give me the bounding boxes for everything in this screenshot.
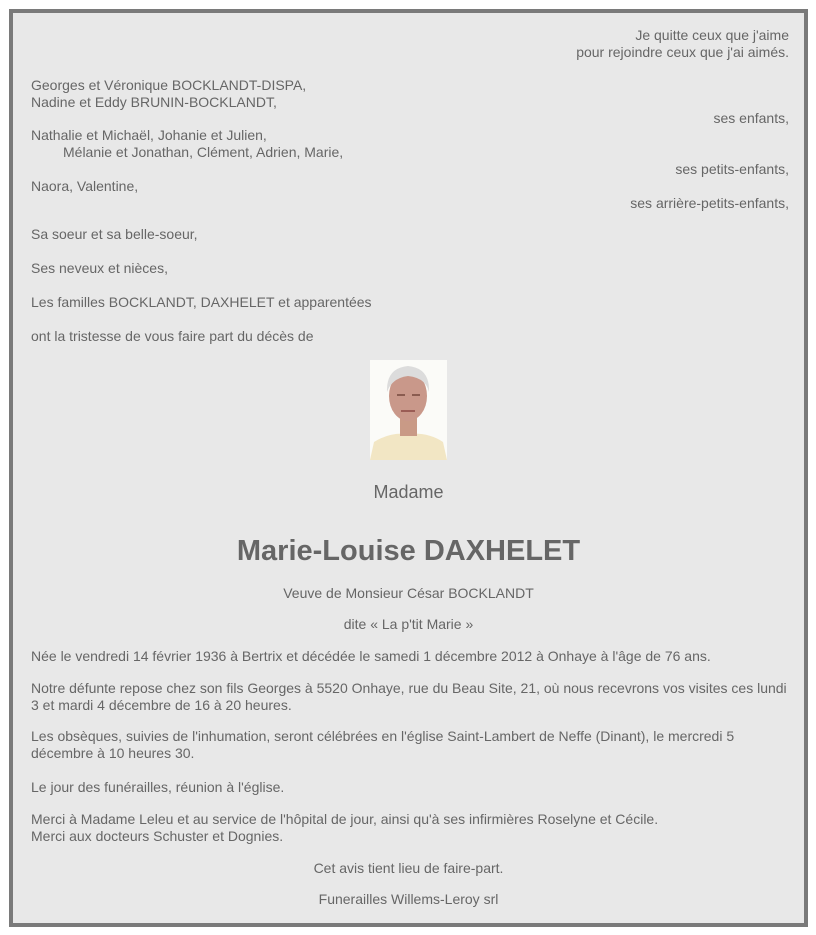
grandchildren-list — [31, 127, 343, 161]
funeral: Les obsèques, suivies de l'inhumation, seront célébrées en l'église Saint-Lambert de Neffe (Dinant), le mercredi 5 décembre à 10 heures 30. — [31, 728, 735, 761]
grandchild: Mélanie et Jonathan, Clément, Adrien, Marie, — [63, 144, 344, 160]
funeral-home: Funerailles Willems-Leroy srl — [318, 891, 499, 907]
sister: Sa soeur et sa belle-soeur, — [31, 226, 198, 242]
gathering: Le jour des funérailles, réunion à l'église. — [31, 779, 285, 795]
obituary-card — [9, 9, 808, 927]
epigraph-line: pour rejoindre ceux que j'ai aimés. — [576, 44, 789, 60]
epigraph — [576, 27, 789, 61]
epigraph-line: Je quitte ceux que j'aime — [635, 27, 789, 43]
children-list — [31, 77, 306, 111]
nickname: dite « La p'tit Marie » — [343, 616, 474, 632]
visits: Notre défunte repose chez son fils Georges à 5520 Onhaye, rue du Beau Site, 21, où nous recevrons vos visites ces lundi 3 et mardi 4 décembre de 16 à 20 heures. — [31, 680, 787, 713]
grandchild: Nathalie et Michaël, Johanie et Julien, — [31, 127, 267, 143]
thanks — [31, 811, 789, 845]
thanks-line: Merci aux docteurs Schuster et Dognies. — [31, 828, 284, 844]
great-grandchildren: Naora, Valentine, — [31, 178, 139, 194]
portrait-photo — [370, 360, 447, 460]
title: Madame — [373, 482, 444, 502]
nephews: Ses neveux et nièces, — [31, 260, 168, 276]
notice: Cet avis tient lieu de faire-part. — [313, 860, 504, 876]
child: Georges et Véronique BOCKLANDT-DISPA, — [31, 77, 307, 93]
families: Les familles BOCKLANDT, DAXHELET et apparentées — [31, 294, 372, 310]
grandchildren-label: ses petits-enfants, — [675, 161, 789, 177]
children-label: ses enfants, — [713, 110, 789, 126]
announcement: ont la tristesse de vous faire part du décès de — [31, 328, 314, 344]
child: Nadine et Eddy BRUNIN-BOCKLANDT, — [31, 94, 277, 110]
widow-of: Veuve de Monsieur César BOCKLANDT — [283, 585, 534, 601]
thanks-line: Merci à Madame Leleu et au service de l'hôpital de jour, ainsi qu'à ses infirmières Roselyne et Cécile. — [31, 811, 659, 827]
deceased-name: Marie-Louise DAXHELET — [236, 535, 581, 567]
birth-death: Née le vendredi 14 février 1936 à Bertrix et décédée le samedi 1 décembre 2012 à Onhaye à l'âge de 76 ans. — [31, 648, 711, 664]
great-grandchildren-label: ses arrière-petits-enfants, — [630, 195, 789, 211]
